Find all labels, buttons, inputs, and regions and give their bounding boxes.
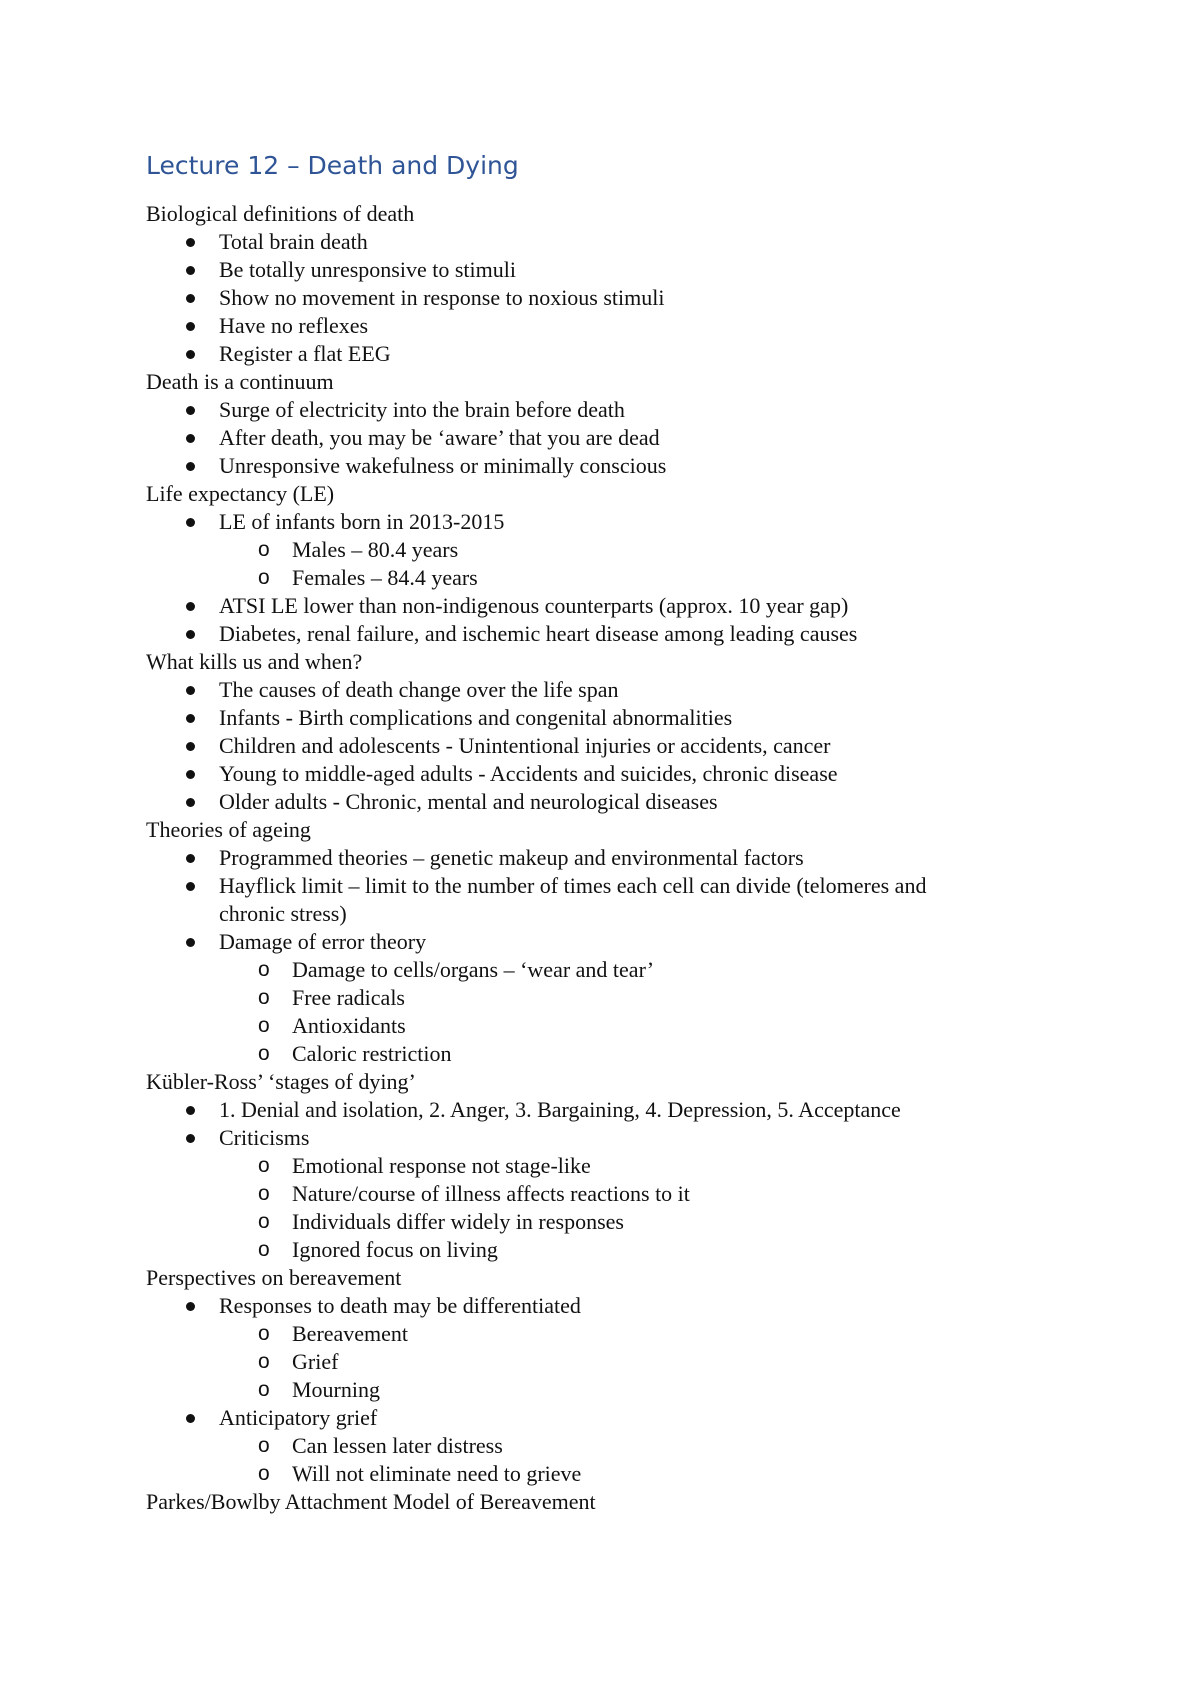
notes-body (146, 200, 1046, 1516)
bullet-item (146, 788, 1046, 816)
line-text: Can lessen later distress (292, 1433, 503, 1458)
line-text: Bereavement (292, 1321, 409, 1346)
sub-bullet-icon: o (258, 1350, 270, 1373)
line-text: Damage to cells/organs – ‘wear and tear’ (292, 957, 655, 982)
sub-bullet-icon: o (258, 1322, 270, 1345)
sub-bullet-icon: o (258, 566, 270, 589)
section-heading (146, 368, 1046, 396)
sub-bullet-item (146, 1432, 1046, 1460)
bullet-icon (186, 1414, 195, 1423)
bullet-icon (186, 322, 195, 331)
bullet-item (146, 312, 1046, 340)
bullet-icon (186, 854, 195, 863)
sub-bullet-item (146, 1348, 1046, 1376)
sub-bullet-icon: o (258, 1238, 270, 1261)
bullet-item (146, 760, 1046, 788)
line-text: Older adults - Chronic, mental and neurological diseases (219, 789, 718, 814)
bullet-icon (186, 1134, 195, 1143)
line-text: Theories of ageing (146, 817, 311, 842)
bullet-item (146, 620, 1046, 648)
line-text: Anticipatory grief (219, 1405, 378, 1430)
bullet-item (146, 256, 1046, 284)
bullet-item (146, 1292, 1046, 1320)
line-text: Criticisms (219, 1125, 310, 1150)
bullet-icon (186, 602, 195, 611)
sub-bullet-item (146, 1152, 1046, 1180)
bullet-item (146, 452, 1046, 480)
sub-bullet-icon: o (258, 1042, 270, 1065)
line-text: What kills us and when? (146, 649, 363, 674)
sub-bullet-item (146, 536, 1046, 564)
sub-bullet-item (146, 1376, 1046, 1404)
section-heading (146, 648, 1046, 676)
bullet-icon (186, 434, 195, 443)
line-text: Nature/course of illness affects reactions to it (292, 1181, 690, 1206)
sub-bullet-item (146, 1012, 1046, 1040)
sub-bullet-icon: o (258, 958, 270, 981)
sub-bullet-item (146, 1460, 1046, 1488)
section-heading (146, 200, 1046, 228)
line-text: Diabetes, renal failure, and ischemic heart disease among leading causes (219, 621, 858, 646)
sub-bullet-icon: o (258, 1014, 270, 1037)
bullet-item (146, 872, 1046, 900)
bullet-icon (186, 798, 195, 807)
bullet-icon (186, 1106, 195, 1115)
bullet-item (146, 1404, 1046, 1432)
sub-bullet-icon: o (258, 1378, 270, 1401)
sub-bullet-icon: o (258, 1154, 270, 1177)
bullet-item (146, 1124, 1046, 1152)
line-text: Hayflick limit – limit to the number of times each cell can divide (telomeres and (219, 873, 927, 898)
line-text: Caloric restriction (292, 1041, 452, 1066)
line-text: Males – 80.4 years (292, 537, 459, 562)
line-text: Young to middle-aged adults - Accidents and suicides, chronic disease (219, 761, 838, 786)
line-text: Unresponsive wakefulness or minimally conscious (219, 453, 667, 478)
sub-bullet-item (146, 564, 1046, 592)
bullet-item (146, 424, 1046, 452)
sub-bullet-icon: o (258, 986, 270, 1009)
line-text: After death, you may be ‘aware’ that you are dead (219, 425, 660, 450)
bullet-icon (186, 630, 195, 639)
bullet-icon (186, 406, 195, 415)
document-content (146, 146, 1046, 1516)
line-text: 1. Denial and isolation, 2. Anger, 3. Bargaining, 4. Depression, 5. Acceptance (219, 1097, 901, 1122)
bullet-icon (186, 770, 195, 779)
bullet-item (146, 844, 1046, 872)
line-text: Infants - Birth complications and congenital abnormalities (219, 705, 733, 730)
line-text: Will not eliminate need to grieve (292, 1461, 582, 1486)
bullet-item (146, 340, 1046, 368)
section-heading (146, 1488, 1046, 1516)
line-text: Mourning (292, 1377, 380, 1402)
line-text: Total brain death (219, 229, 368, 254)
bullet-item (146, 928, 1046, 956)
bullet-item (146, 676, 1046, 704)
sub-bullet-item (146, 1236, 1046, 1264)
sub-bullet-item (146, 956, 1046, 984)
bullet-icon (186, 714, 195, 723)
line-text: Responses to death may be differentiated (219, 1293, 581, 1318)
line-text: Be totally unresponsive to stimuli (219, 257, 516, 282)
line-text: Programmed theories – genetic makeup and environmental factors (219, 845, 804, 870)
section-heading (146, 1264, 1046, 1292)
sub-bullet-item (146, 1320, 1046, 1348)
sub-bullet-item (146, 1040, 1046, 1068)
bullet-icon (186, 938, 195, 947)
bullet-item (146, 732, 1046, 760)
sub-bullet-icon: o (258, 1434, 270, 1457)
bullet-item (146, 704, 1046, 732)
sub-bullet-item (146, 984, 1046, 1012)
bullet-item (146, 396, 1046, 424)
line-text: ATSI LE lower than non-indigenous counterparts (approx. 10 year gap) (219, 593, 849, 618)
line-text: Antioxidants (292, 1013, 406, 1038)
line-text: Have no reflexes (219, 313, 369, 338)
line-text: The causes of death change over the life span (219, 677, 619, 702)
section-heading (146, 816, 1046, 844)
sub-bullet-icon: o (258, 1210, 270, 1233)
line-text: Perspectives on bereavement (146, 1265, 402, 1290)
page-title: Lecture 12 – Death and Dying (146, 151, 519, 180)
section-heading (146, 1068, 1046, 1096)
bullet-icon (186, 350, 195, 359)
line-text: Children and adolescents - Unintentional injuries or accidents, cancer (219, 733, 831, 758)
bullet-item (146, 284, 1046, 312)
line-text: Kübler-Ross’ ‘stages of dying’ (146, 1069, 416, 1094)
sub-bullet-item (146, 1180, 1046, 1208)
line-text: Parkes/Bowlby Attachment Model of Bereavement (146, 1489, 596, 1514)
line-text: Death is a continuum (146, 369, 334, 394)
line-text: Grief (292, 1349, 339, 1374)
sub-bullet-icon: o (258, 538, 270, 561)
line-text: Ignored focus on living (292, 1237, 498, 1262)
sub-bullet-item (146, 1208, 1046, 1236)
bullet-icon (186, 238, 195, 247)
line-text: Surge of electricity into the brain before death (219, 397, 625, 422)
bullet-item (146, 508, 1046, 536)
line-text: Register a flat EEG (219, 341, 391, 366)
bullet-icon (186, 1302, 195, 1311)
sub-bullet-icon: o (258, 1182, 270, 1205)
bullet-icon (186, 266, 195, 275)
line-text: Individuals differ widely in responses (292, 1209, 624, 1234)
line-text: chronic stress) (219, 901, 347, 926)
line-text: Life expectancy (LE) (146, 481, 335, 506)
bullet-continuation (146, 900, 1046, 928)
line-text: Damage of error theory (219, 929, 427, 954)
line-text: Free radicals (292, 985, 405, 1010)
bullet-icon (186, 518, 195, 527)
bullet-icon (186, 882, 195, 891)
bullet-icon (186, 294, 195, 303)
bullet-icon (186, 462, 195, 471)
bullet-item (146, 1096, 1046, 1124)
bullet-item (146, 592, 1046, 620)
bullet-icon (186, 686, 195, 695)
line-text: LE of infants born in 2013-2015 (219, 509, 505, 534)
line-text: Females – 84.4 years (292, 565, 478, 590)
sub-bullet-icon: o (258, 1462, 270, 1485)
line-text: Show no movement in response to noxious stimuli (219, 285, 665, 310)
line-text: Emotional response not stage-like (292, 1153, 591, 1178)
line-text: Biological definitions of death (146, 201, 415, 226)
bullet-icon (186, 742, 195, 751)
section-heading (146, 480, 1046, 508)
bullet-item (146, 228, 1046, 256)
